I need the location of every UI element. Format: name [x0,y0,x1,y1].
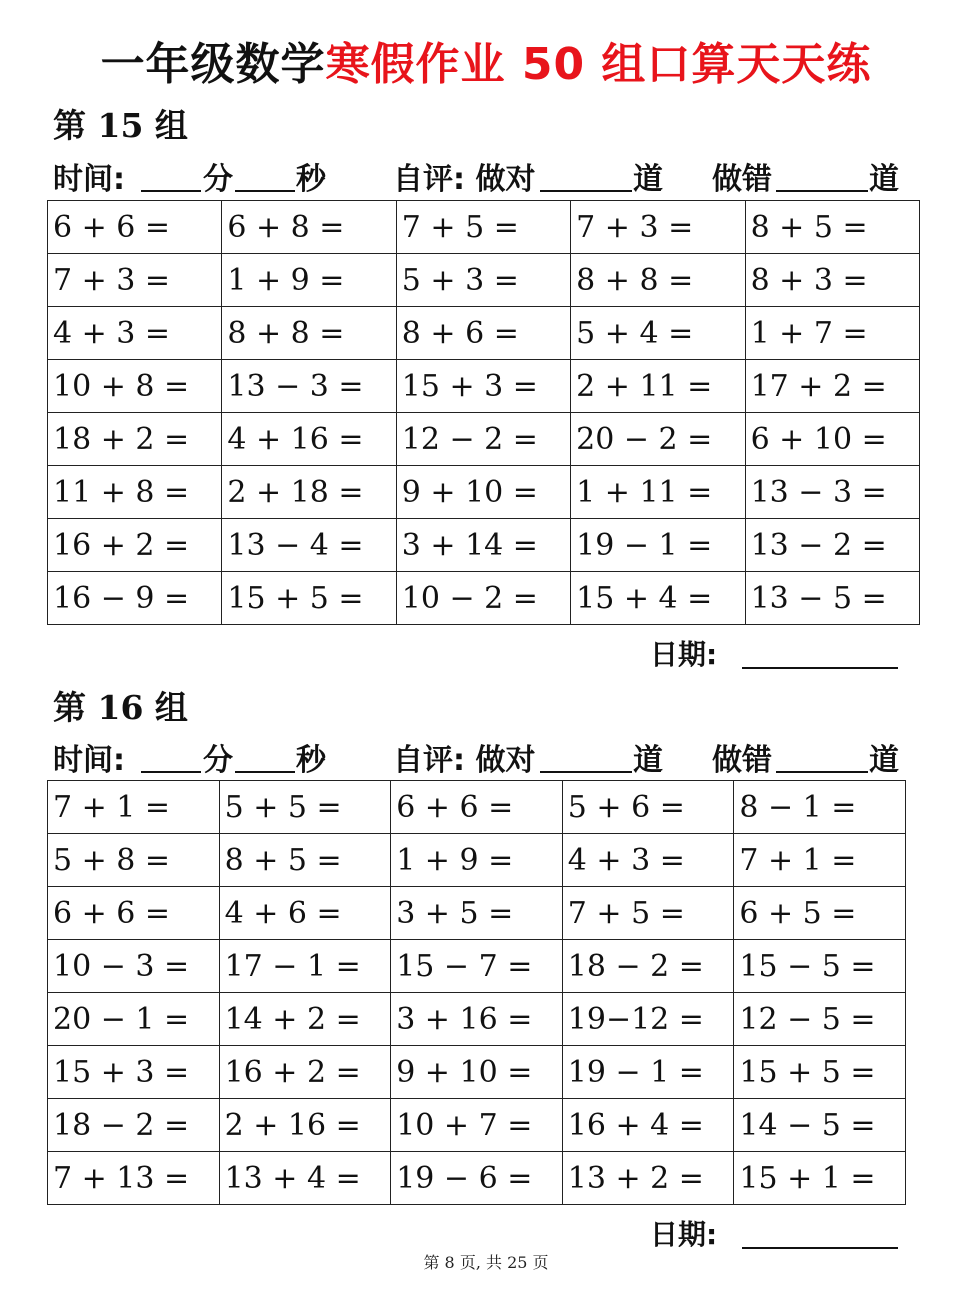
problem-cell[interactable]: 3 + 16 = [391,993,563,1046]
table-row [48,993,906,1046]
wrong-blank[interactable] [776,771,868,773]
title-part-red: 寒假作业 50 组口算天天练 [325,39,872,90]
problem-cell[interactable]: 14 − 5 = [734,1099,906,1152]
title-part-black: 一年级数学 [100,39,326,90]
problem-cell[interactable]: 18 − 2 = [562,940,734,993]
problem-cell[interactable]: 10 − 3 = [48,940,220,993]
problem-cell[interactable]: 5 + 4 = [571,307,745,360]
problem-cell[interactable]: 2 + 11 = [571,360,745,413]
problem-cell[interactable]: 8 + 6 = [396,307,570,360]
problem-cell[interactable]: 1 + 9 = [222,254,396,307]
table-row [48,360,920,413]
problem-cell[interactable]: 20 − 2 = [571,413,745,466]
date-blank[interactable] [742,667,898,669]
problem-cell[interactable]: 5 + 5 = [219,781,391,834]
problem-cell[interactable]: 12 − 2 = [396,413,570,466]
group-16-meta-row [53,735,913,779]
problem-cell[interactable]: 4 + 6 = [219,887,391,940]
date-blank[interactable] [742,1247,898,1249]
problem-cell[interactable]: 2 + 18 = [222,466,396,519]
problem-cell[interactable]: 13 − 4 = [222,519,396,572]
table-row [48,887,906,940]
wrong-label: 做错 [712,743,772,778]
problem-cell[interactable]: 19 − 6 = [391,1152,563,1205]
wrong-blank[interactable] [776,190,868,192]
problem-cell[interactable]: 15 + 3 = [48,1046,220,1099]
problem-cell[interactable]: 7 + 1 = [48,781,220,834]
table-row [48,466,920,519]
problem-cell[interactable]: 15 + 1 = [734,1152,906,1205]
problem-cell[interactable]: 13 − 2 = [745,519,919,572]
problem-cell[interactable]: 9 + 10 = [391,1046,563,1099]
problem-cell[interactable]: 6 + 5 = [734,887,906,940]
problem-cell[interactable]: 1 + 9 = [391,834,563,887]
problem-cell[interactable]: 15 − 5 = [734,940,906,993]
problem-cell[interactable]: 12 − 5 = [734,993,906,1046]
group-16-table [47,780,906,1205]
minute-blank[interactable] [141,190,201,192]
table-row [48,307,920,360]
problem-cell[interactable]: 15 + 5 = [734,1046,906,1099]
dao-label: 道 [633,162,663,197]
problem-cell[interactable]: 19 − 1 = [571,519,745,572]
problem-cell[interactable]: 5 + 3 = [396,254,570,307]
dao-label: 道 [633,743,663,778]
problem-cell[interactable]: 16 + 2 = [219,1046,391,1099]
problem-cell[interactable]: 8 + 8 = [571,254,745,307]
problem-cell[interactable]: 8 + 8 = [222,307,396,360]
problem-cell[interactable]: 5 + 8 = [48,834,220,887]
table-row [48,940,906,993]
page-title [0,28,972,92]
problem-cell[interactable]: 6 + 6 = [48,201,222,254]
table-row [48,781,906,834]
group-16-title: 第 16 组 [53,688,188,727]
dao-label: 道 [869,743,899,778]
problem-cell[interactable]: 13 − 5 = [745,572,919,625]
problem-cell[interactable]: 7 + 1 = [734,834,906,887]
date-label: 日期: [650,1218,718,1251]
table-row [48,519,920,572]
problem-cell[interactable]: 8 + 5 = [219,834,391,887]
problem-cell[interactable]: 15 − 7 = [391,940,563,993]
problem-cell[interactable]: 15 + 3 = [396,360,570,413]
problem-cell[interactable]: 6 + 10 = [745,413,919,466]
problem-cell[interactable]: 8 − 1 = [734,781,906,834]
problem-cell[interactable]: 7 + 3 = [48,254,222,307]
date-label: 日期: [650,638,718,671]
minute-label: 分 [203,162,233,197]
group-15-meta-row [53,154,913,198]
problem-cell[interactable]: 17 − 1 = [219,940,391,993]
problem-cell[interactable]: 4 + 3 = [562,834,734,887]
problem-cell[interactable]: 13 − 3 = [745,466,919,519]
problem-cell[interactable]: 1 + 7 = [745,307,919,360]
table-row [48,1046,906,1099]
self-eval-label: 自评: 做对 [393,743,536,778]
correct-blank[interactable] [540,190,632,192]
group-15-date [650,633,900,673]
problem-cell[interactable]: 13 − 3 = [222,360,396,413]
problem-cell[interactable]: 4 + 3 = [48,307,222,360]
problem-cell[interactable]: 5 + 6 = [562,781,734,834]
minute-blank[interactable] [141,771,201,773]
group-15-table [47,200,920,625]
time-label: 时间: [53,162,125,197]
problem-cell[interactable]: 20 − 1 = [48,993,220,1046]
problem-cell[interactable]: 7 + 5 = [562,887,734,940]
problem-cell[interactable]: 8 + 5 = [745,201,919,254]
problem-cell[interactable]: 2 + 16 = [219,1099,391,1152]
problem-cell[interactable]: 4 + 16 = [222,413,396,466]
minute-label: 分 [203,743,233,778]
problem-cell[interactable]: 13 + 4 = [219,1152,391,1205]
problem-cell[interactable]: 19 − 1 = [562,1046,734,1099]
table-row [48,834,906,887]
problem-cell[interactable]: 16 + 2 = [48,519,222,572]
wrong-label: 做错 [712,162,772,197]
table-row [48,572,920,625]
group-16-date [650,1213,900,1253]
table-row [48,254,920,307]
problem-cell[interactable]: 6 + 6 = [391,781,563,834]
problem-cell[interactable]: 14 + 2 = [219,993,391,1046]
problem-cell[interactable]: 10 − 2 = [396,572,570,625]
problem-cell[interactable]: 7 + 13 = [48,1152,220,1205]
problem-cell[interactable]: 17 + 2 = [745,360,919,413]
problem-cell[interactable]: 8 + 3 = [745,254,919,307]
problem-cell[interactable]: 1 + 11 = [571,466,745,519]
problem-cell[interactable]: 7 + 3 = [571,201,745,254]
second-blank[interactable] [235,771,295,773]
problem-cell[interactable]: 15 + 4 = [571,572,745,625]
problem-cell[interactable]: 15 + 5 = [222,572,396,625]
problem-cell[interactable]: 18 + 2 = [48,413,222,466]
problem-cell[interactable]: 11 + 8 = [48,466,222,519]
problem-cell[interactable]: 6 + 6 = [48,887,220,940]
dao-label: 道 [869,162,899,197]
problem-cell[interactable]: 19−12 = [562,993,734,1046]
self-eval-label: 自评: 做对 [393,162,536,197]
table-row [48,1099,906,1152]
correct-blank[interactable] [540,771,632,773]
second-blank[interactable] [235,190,295,192]
problem-cell[interactable]: 16 − 9 = [48,572,222,625]
problem-cell[interactable]: 10 + 7 = [391,1099,563,1152]
time-label: 时间: [53,743,125,778]
table-row [48,1152,906,1205]
problem-cell[interactable]: 6 + 8 = [222,201,396,254]
table-row [48,413,920,466]
page-footer: 第 8 页, 共 25 页 [423,1253,549,1272]
second-label: 秒 [296,743,326,778]
problem-cell[interactable]: 16 + 4 = [562,1099,734,1152]
table-row [48,201,920,254]
problem-cell[interactable]: 3 + 5 = [391,887,563,940]
second-label: 秒 [296,162,326,197]
problem-cell[interactable]: 18 − 2 = [48,1099,220,1152]
group-15-title: 第 15 组 [53,106,188,145]
problem-cell[interactable]: 10 + 8 = [48,360,222,413]
problem-cell[interactable]: 13 + 2 = [562,1152,734,1205]
problem-cell[interactable]: 9 + 10 = [396,466,570,519]
problem-cell[interactable]: 3 + 14 = [396,519,570,572]
problem-cell[interactable]: 7 + 5 = [396,201,570,254]
